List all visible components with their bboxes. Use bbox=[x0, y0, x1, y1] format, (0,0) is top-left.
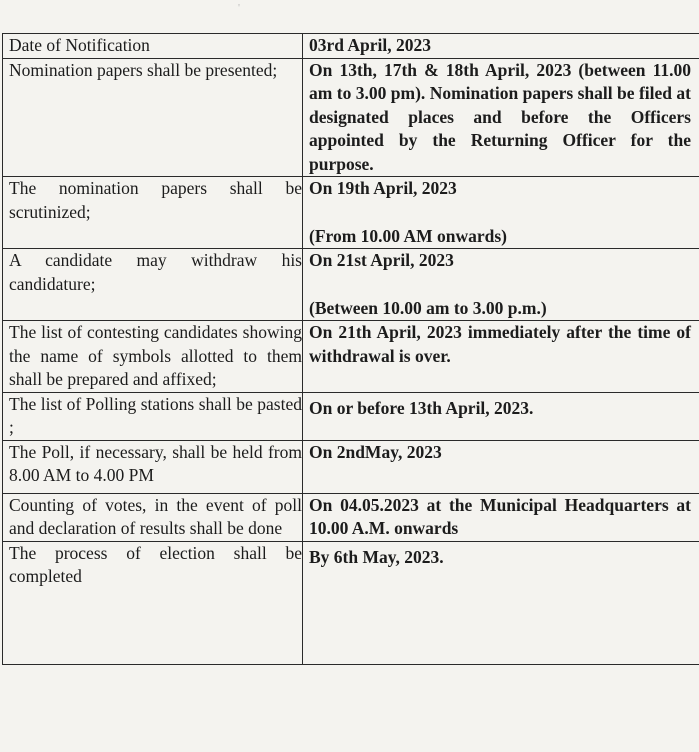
table-row bbox=[3, 249, 699, 321]
table-row bbox=[3, 440, 699, 493]
election-schedule-table bbox=[2, 33, 699, 665]
poll-label: The Poll, if necessary, shall be held from 8.00 AM to 4.00 PM bbox=[9, 441, 302, 485]
row-value bbox=[303, 440, 699, 493]
scrutiny-time-note: (From 10.00 AM onwards) bbox=[309, 225, 507, 246]
row-label bbox=[3, 34, 303, 59]
counting-details: On 04.05.2023 at the Municipal Headquarters at 10.00 A.M. onwards bbox=[309, 494, 691, 538]
table-row bbox=[3, 392, 699, 440]
row-value bbox=[303, 177, 699, 249]
spacer bbox=[309, 201, 691, 225]
row-label bbox=[3, 321, 303, 393]
withdrawal-time-note: (Between 10.00 am to 3.00 p.m.) bbox=[309, 297, 547, 318]
row-label bbox=[3, 58, 303, 177]
scrutiny-label: The nomination papers shall be scrutinized; bbox=[9, 178, 302, 222]
completion-label: The process of election shall be completed bbox=[9, 542, 302, 586]
nomination-label: Nomination papers shall be presented; bbox=[9, 59, 278, 80]
counting-label: Counting of votes, in the event of poll and declaration of results shall be done bbox=[9, 494, 302, 538]
spacer bbox=[309, 393, 691, 397]
row-value bbox=[303, 392, 699, 440]
row-label bbox=[3, 541, 303, 664]
table-row bbox=[3, 177, 699, 249]
withdrawal-label: A candidate may withdraw his candidature; bbox=[9, 250, 302, 294]
contesting-list-date: On 21th April, 2023 immediately after the time of withdrawal is over. bbox=[309, 322, 691, 366]
polling-stations-date: On or before 13th April, 2023. bbox=[309, 397, 534, 418]
poll-date: On 2ndMay, 2023 bbox=[309, 441, 442, 462]
row-value bbox=[303, 249, 699, 321]
row-value bbox=[303, 34, 699, 59]
nomination-dates: On 13th, 17th & 18th April, 2023 (between 11.00 am to 3.00 pm). Nomination papers shall be filed at designated places and before the Officers appointed by the Returning Officer for the purpose. bbox=[309, 59, 691, 174]
table-row bbox=[3, 321, 699, 393]
contesting-list-label: The list of contesting candidates showing the name of symbols allotted to them shall be prepared and affixed; bbox=[9, 322, 302, 389]
polling-stations-label: The list of Polling stations shall be pasted ; bbox=[9, 393, 302, 437]
spacer bbox=[309, 273, 691, 297]
row-label bbox=[3, 440, 303, 493]
table-row bbox=[3, 541, 699, 664]
row-value bbox=[303, 493, 699, 541]
row-label bbox=[3, 392, 303, 440]
table-row bbox=[3, 58, 699, 177]
row-label bbox=[3, 493, 303, 541]
notification-date: 03rd April, 2023 bbox=[309, 35, 432, 55]
crease-mark: ' bbox=[238, 2, 240, 14]
row-value bbox=[303, 541, 699, 664]
row-label bbox=[3, 249, 303, 321]
spacer bbox=[309, 542, 691, 546]
row-value bbox=[303, 321, 699, 393]
table-row bbox=[3, 493, 699, 541]
table-row bbox=[3, 34, 699, 59]
scrutiny-date: On 19th April, 2023 bbox=[309, 178, 457, 198]
notification-label: Date of Notification bbox=[9, 35, 150, 55]
row-label bbox=[3, 177, 303, 249]
completion-date: By 6th May, 2023. bbox=[309, 546, 444, 567]
row-value bbox=[303, 58, 699, 177]
withdrawal-date: On 21st April, 2023 bbox=[309, 250, 454, 270]
